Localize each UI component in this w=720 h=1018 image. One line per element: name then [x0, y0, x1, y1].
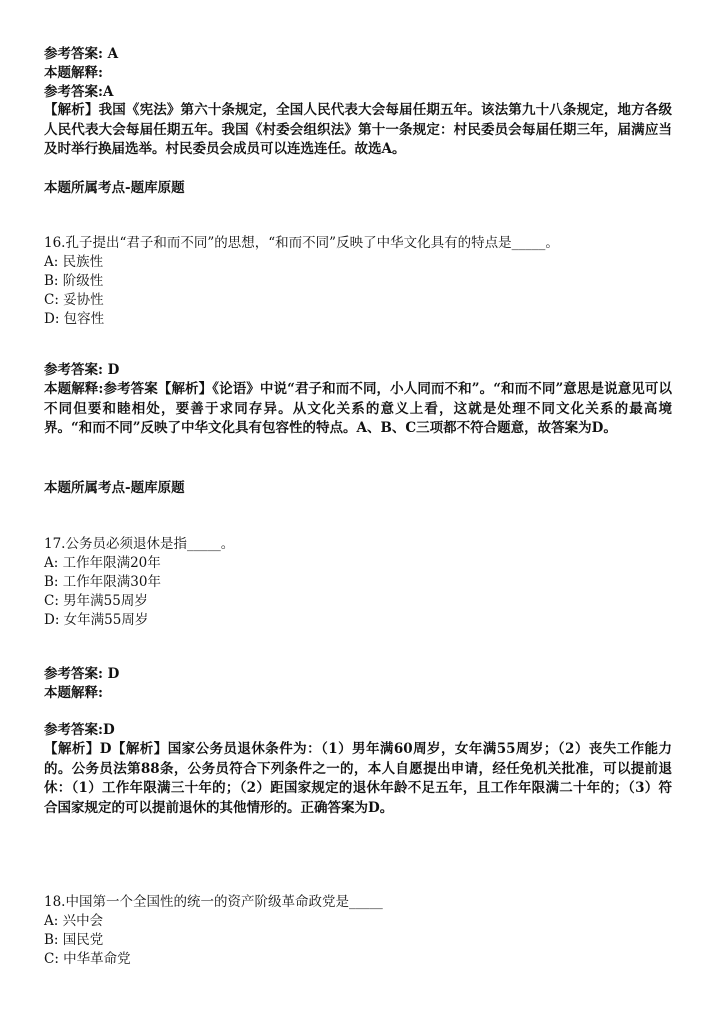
option-c: C: 妥协性 [44, 292, 104, 308]
question-16: 16.孔子提出“君子和而不同”的思想，“和而不同”反映了中华文化具有的特点是_____。 [44, 235, 559, 251]
option-d: D: 女年满55周岁 [44, 612, 149, 628]
option-a: A: 民族性 [44, 254, 104, 270]
ref-answer: 参考答案: D [44, 362, 120, 378]
source-label: 本题所属考点-题库原题 [44, 180, 185, 196]
analysis-paragraph: 【解析】D【解析】国家公务员退休条件为：（1）男年满60周岁，女年满55周岁；（2）丧失工作能力的。公务员法第88条，公务员符合下列条件之一的，本人自愿提出申请，经任免机关批准，可以提前退休：（1）工作年限满三十年的；（2）距国家规定的退休年龄不足五年，且工作年限满二十年的；（3）符合国家规定的可以提前退休的其他情形的。正确答案为D。 [44, 741, 672, 816]
option-b: B: 工作年限满30年 [44, 574, 161, 590]
question-18: 18.中国第一个全国性的统一的资产阶级革命政党是_____ [44, 894, 383, 910]
option-d: D: 包容性 [44, 311, 105, 327]
option-a: A: 工作年限满20年 [44, 555, 161, 571]
explanation-paragraph: 本题解释:参考答案【解析】《论语》中说“君子和而不同，小人同而不和”。“和而不同”意思是说意见可以不同但要和睦相处，要善于求同存异。从文化关系的意义上看，这就是处理不同文化关系的最高境界。“和而不同”反映了中华文化具有包容性的特点。A、B、C三项都不符合题意，故答案为D。 [44, 381, 672, 436]
option-c: C: 中华革命党 [44, 951, 131, 967]
question-17: 17.公务员必须退休是指_____。 [44, 536, 235, 552]
ref-answer: 参考答案:A [44, 84, 114, 100]
explanation-label: 本题解释: [44, 65, 103, 81]
source-label: 本题所属考点-题库原题 [44, 480, 185, 496]
analysis-paragraph: 【解析】我国《宪法》第六十条规定，全国人民代表大会每届任期五年。该法第九十八条规定，地方各级人民代表大会每届任期五年。我国《村委会组织法》第十一条规定：村民委员会每届任期三年，届满应当及时举行换届选举。村民委员会成员可以连选连任。故选A。 [44, 102, 672, 157]
ref-answer: 参考答案:D [44, 722, 115, 738]
ref-answer: 参考答案: D [44, 666, 120, 682]
option-c: C: 男年满55周岁 [44, 593, 148, 609]
ref-answer: 参考答案: A [44, 46, 119, 62]
option-b: B: 阶级性 [44, 273, 104, 289]
option-a: A: 兴中会 [44, 913, 104, 929]
option-b: B: 国民党 [44, 932, 104, 948]
explanation-label: 本题解释: [44, 685, 103, 701]
